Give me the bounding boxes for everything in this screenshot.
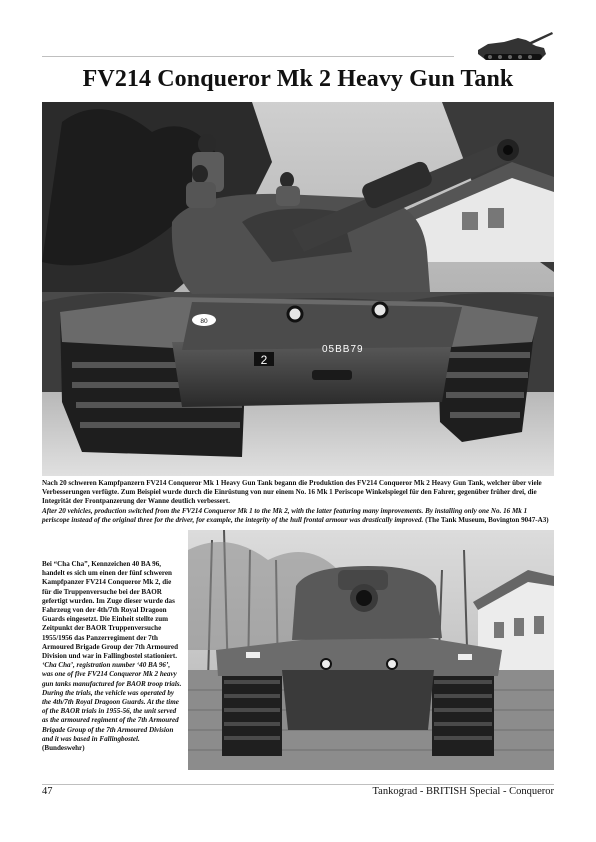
tank-photo-1 bbox=[42, 102, 554, 476]
tank-photo-2 bbox=[188, 530, 554, 770]
hull-registration: 05BB79 bbox=[322, 344, 364, 355]
photo-1-caption bbox=[42, 479, 554, 525]
caption-2-german: Bei “Cha Cha”, Kennzeichen 40 BA 96, handelt es sich um einen der fünf schweren Kampfpanzer FV214 Conqueror Mk 2, die für die Truppenversuche bei der BAOR gefertigt wurden. Im Zuge dieser wurde das Fahrzeug von der 4th/7th Royal Dragoon Guards eingesetzt. Die Einheit stellte zum Zeitpunkt der BAOR Truppenversuche 1955/1956 das Panzerregiment der 7th Armoured Brigade Group der 7th Armoured Division und war in Fallingbostel stationiert. bbox=[42, 560, 179, 661]
turret-number: 2 bbox=[260, 353, 268, 367]
caption-2-english: ‘Cha Cha’, registration number ‘40 BA 96’, was one of five FV214 Conqueror Mk 2 heavy gun tanks manufactured for BAOR troop trials. During the trials, the vehicle was operated by the 4th/7th Royal Dragoon Guards. At the time of the BAOR trials in 1955-56, the unit served as the armoured regiment of the 7th Armoured Brigade Group of the 7th Armoured Division and it was based in Fallingbostel. bbox=[42, 661, 182, 743]
page-title: FV214 Conqueror Mk 2 Heavy Gun Tank bbox=[82, 66, 514, 92]
caption-1-credit: (The Tank Museum, Bovington 9047-A3) bbox=[425, 515, 549, 524]
disc-marking: 80 bbox=[200, 318, 208, 325]
page-number: 47 bbox=[42, 786, 53, 797]
footer-rule bbox=[42, 784, 554, 785]
header-rule bbox=[42, 56, 454, 57]
caption-1-english: After 20 vehicles, production switched from the FV214 Conqueror Mk 1 to the Mk 2, with the latter featuring many improvements. By installing only one No. 16 Mk 1 periscope instead of the original three for the driver, for example, the integrity of the hull frontal armour was drastically improved. bbox=[42, 506, 528, 524]
header-tank-logo bbox=[474, 28, 554, 68]
photo-2-caption bbox=[42, 560, 182, 753]
caption-2-credit: (Bundeswehr) bbox=[42, 744, 85, 753]
caption-1-german: Nach 20 schweren Kampfpanzern FV214 Conqueror Mk 1 Heavy Gun Tank begann die Produktion des FV214 Conqueror Mk 2 Heavy Gun Tank, welcher über viele Verbesserungen verfügte. Zum Beispiel wurde durch die Einrüstung von nur einem No. 16 Mk 1 Periscope Winkelspiegel für den Fahrer, gegenüber früher drei, die Integrität der Frontpanzerung der Wanne deutlich verbessert. bbox=[42, 479, 542, 506]
footer-publication-title: Tankograd - BRITISH Special - Conqueror bbox=[372, 786, 554, 797]
